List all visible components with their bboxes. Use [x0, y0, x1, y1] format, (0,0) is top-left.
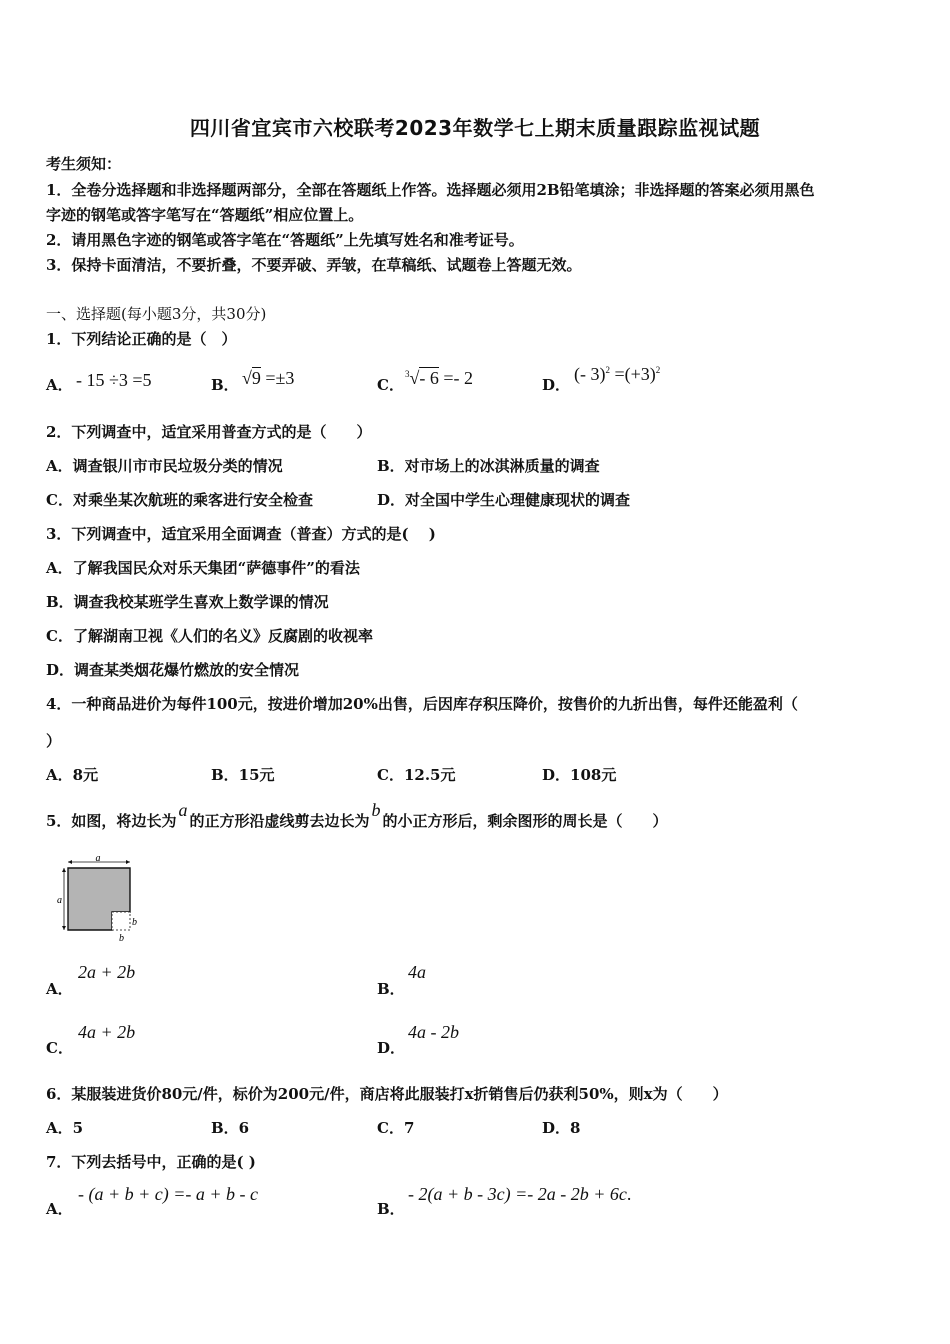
q7-option-b-math: - 2(a + b - 3c) =- 2a - 2b + 6c. [408, 1184, 632, 1204]
section-heading: 一、选择题(每小题3分，共30分) [46, 305, 267, 323]
q1-option-b-label: B． [211, 376, 239, 394]
q5-option-b-math: 4a [408, 962, 426, 982]
q6-option-d: D．8 [542, 1119, 581, 1137]
q1-option-a-math: - 15 ÷3 =5 [76, 370, 152, 390]
q4-option-a: A．8元 [46, 766, 99, 784]
figure-top-label: a [95, 853, 101, 864]
q1-option-c-label: C． [377, 376, 404, 394]
q6-option-b: B．6 [211, 1119, 250, 1137]
q1-option-d-label: D． [542, 376, 571, 394]
question-5-stem: 5．如图，将边长为a的正方形沿虚线剪去边长为b的小正方形后，剩余图形的周长是（ ） [46, 800, 668, 830]
figure-right-label: b [132, 917, 137, 928]
q5-option-a-math: 2a + 2b [78, 962, 136, 982]
q5-option-b-label: B． [377, 980, 405, 998]
variable-a: a [178, 800, 188, 820]
figure-bottom-label: b [119, 933, 124, 944]
question-4-stem-cont: ） [46, 732, 62, 750]
notice-heading: 考生须知： [46, 155, 122, 173]
cube-root-sign-icon: √ [409, 368, 420, 388]
q4-option-d: D．108元 [542, 766, 617, 784]
q2-option-d: D．对全国中学生心理健康现状的调查 [377, 491, 631, 509]
q5-option-c-label: C． [46, 1039, 73, 1057]
q7-option-a-math: - (a + b + c) =- a + b - c [78, 1184, 259, 1204]
q7-option-b-label: B． [377, 1200, 405, 1218]
q3-option-c: C．了解湖南卫视《人们的名义》反腐剧的收视率 [46, 627, 373, 645]
q2-option-c: C．对乘坐某次航班的乘客进行安全检查 [46, 491, 313, 509]
question-2-stem: 2．下列调查中，适宜采用普查方式的是（ ） [46, 423, 372, 441]
q7-option-a-label: A． [46, 1200, 73, 1218]
question-6-stem: 6．某服装进货价80元/件，标价为200元/件，商店将此服装打x折销售后仍获利50%，则x为（ ） [46, 1085, 728, 1103]
question-3-stem: 3．下列调查中，适宜采用全面调查（普查）方式的是( ) [46, 525, 436, 543]
q5-option-d-math: 4a - 2b [408, 1022, 459, 1042]
q1-option-a-label: A． [46, 376, 73, 394]
q3-option-a: A．了解我国民众对乐天集团“萨德事件”的看法 [46, 559, 360, 577]
notice-line: 1．全卷分选择题和非选择题两部分，全部在答题纸上作答。选择题必须用2B铅笔填涂；非选择题的答案必须用黑色 [46, 181, 815, 199]
square-figure [52, 852, 148, 948]
variable-b: b [371, 800, 381, 820]
question-7-stem: 7．下列去括号中，正确的是( ) [46, 1153, 256, 1171]
notice-line: 2．请用黑色字迹的钢笔或答字笔在“答题纸”上先填写姓名和准考证号。 [46, 231, 524, 249]
q2-option-b: B．对市场上的冰淇淋质量的调查 [377, 457, 600, 475]
q4-option-c: C．12.5元 [377, 766, 456, 784]
notice-line: 字迹的钢笔或答字笔写在“答题纸”相应位置上。 [46, 206, 364, 224]
q1-option-d-math: (- $3)^2 =(+3)^2$ [574, 364, 661, 384]
q5-option-a-label: A． [46, 980, 73, 998]
sqrt-sign-icon: √ [242, 368, 252, 388]
q6-option-c: C．7 [377, 1119, 415, 1137]
question-4-stem: 4．一种商品进价为每件100元，按进价增加20%出售，后因库存积压降价，按售价的九折出售，每件还能盈利（ [46, 695, 798, 713]
q3-option-d: D．调查某类烟花爆竹燃放的安全情况 [46, 661, 300, 679]
q1-option-b-math: √9 =±3 [242, 368, 295, 388]
notice-line: 3．保持卡面清洁，不要折叠，不要弄破、弄皱，在草稿纸、试题卷上答题无效。 [46, 256, 582, 274]
page-title: 四川省宜宾市六校联考2023年数学七上期末质量跟踪监视试题 [189, 116, 761, 140]
q5-option-d-label: D． [377, 1039, 406, 1057]
q3-option-b: B．调查我校某班学生喜欢上数学课的情况 [46, 593, 329, 611]
q1-option-c-math: $^3$√- 6 =- 2 [405, 368, 474, 388]
q6-option-a: A．5 [46, 1119, 84, 1137]
q4-option-b: B．15元 [211, 766, 275, 784]
question-1-stem: 1．下列结论正确的是（ ） [46, 330, 237, 348]
figure-left-label: a [57, 895, 62, 906]
square-diagram [52, 852, 148, 948]
q5-option-c-math: 4a + 2b [78, 1022, 136, 1042]
q2-option-a: A．调查银川市市民垃圾分类的情况 [46, 457, 283, 475]
